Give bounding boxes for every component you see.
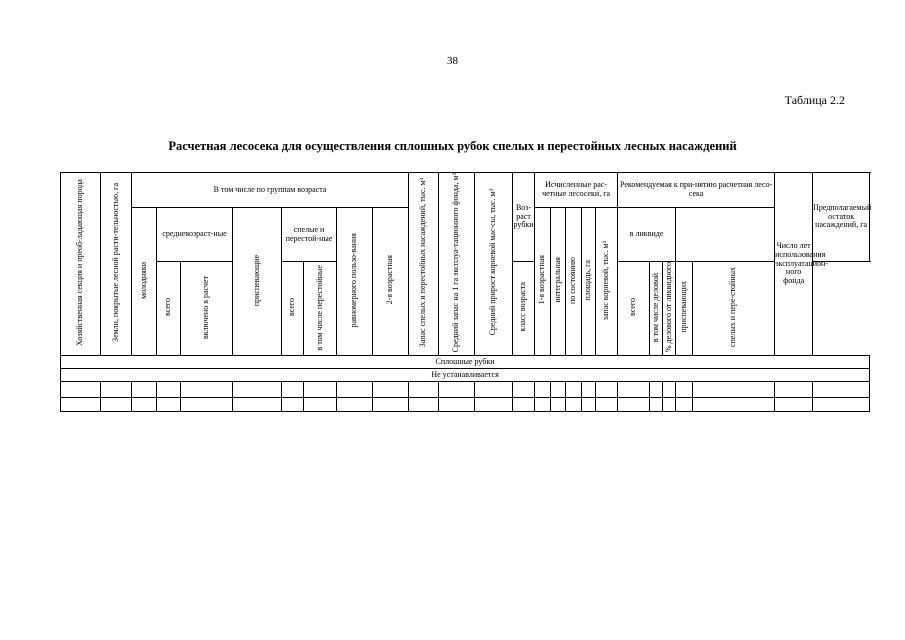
header-liquid-percent: % делового от ликвидного [663,262,676,356]
header-liquid-total: всего [618,262,650,356]
header-remaining-mature: спелых и пере-стойных [693,262,775,356]
header-middle-included: включено в расчет [181,262,233,356]
header-area: площадь, га [582,208,596,356]
page-number: 38 [447,55,458,67]
header-remaining-approaching: приспевающих [676,262,693,356]
header-age-class: класс возраста [513,262,535,356]
header-approaching: приспевающие [233,208,282,356]
status-label: Не устанавливается [61,369,870,382]
header-section: Хозяйственная секция и преоб-ладающая порода [61,173,101,356]
header-stock-mature: Запас спелых и перестойных насаждений, тыс. м³ [409,173,439,356]
header-root-stock: запас корневой, тыс. м³ [596,208,618,356]
header-middle-total: всего [157,262,181,356]
header-uniform: равномерного пользо-вания [337,208,373,356]
header-young: молодняки [132,208,157,356]
header-mature-total: всего [282,262,304,356]
header-years: Число лет использования эксплуатацион-ного фонда [775,173,813,356]
header-middle-age: средневозраст-ные [157,208,233,262]
header-avg-growth: Средний прирост корневой мас-сы, тыс. м³ [475,173,513,356]
header-liquid-business: в том числе деловой [650,262,663,356]
header-integral: интегральная [551,208,566,356]
header-age-groups: В том числе по группам возраста [132,173,409,208]
header-cutting-age: Воз-раст рубки [513,173,535,262]
table-row [61,398,870,412]
header-age1: 1-я возрастная [535,208,551,356]
header-remaining: Предполагаемый остаток насаждений, га [813,173,870,262]
header-lands: Земли, покрытые лесной расти-тельностью, га [101,173,132,356]
header-age2: 2-я возрастная [373,208,409,356]
header-mature-overmature: в том числе перестойные [304,262,337,356]
table-label: Таблица 2.2 [784,93,845,107]
header-calculated: Исчисленные рас-четные лесосеки, га [535,173,618,208]
header-condition: по состоянию [566,208,582,356]
header-avg-stock: Средний запас на 1 га эксплуа-тационного фонда, м³ [439,173,475,356]
section-label: Сплошные рубки [61,356,870,369]
table-title: Расчетная лесосека для осуществления сплошных рубок спелых и перестойных лесных насаждений [168,139,737,153]
header-recommended: Рекомендуемая к при-нятию расчетная лесо-сека [618,173,775,208]
table-row [61,382,870,398]
header-liquid: в ликвиде [618,208,676,262]
forest-cutting-table [60,172,870,412]
header-mature: спелые и перестой-ные [282,208,337,262]
